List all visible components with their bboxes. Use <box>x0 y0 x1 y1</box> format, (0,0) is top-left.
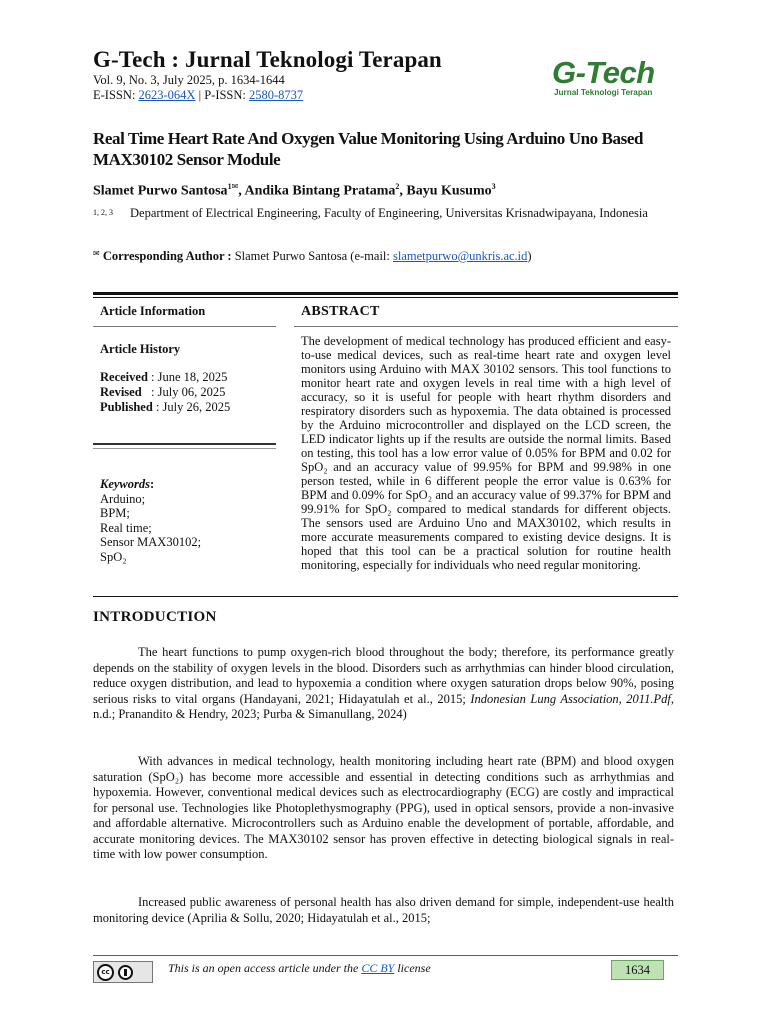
paragraph: Increased public awareness of personal health has also driven demand for simple, independent-use health monitoring device (Aprilia & Sollu, 2020; Hidayatulah et al., 2015; <box>93 895 674 925</box>
article-history <box>100 370 230 415</box>
author-2-sup: 2 <box>395 182 400 191</box>
envelope-icon: ✉ <box>93 249 100 258</box>
divider <box>93 292 678 295</box>
license-text: This is an open access article under the CC BY license <box>168 961 431 975</box>
received-row: Received : June 18, 2025 <box>100 370 228 384</box>
affiliation-numbers: 1, 2, 3 <box>93 208 113 217</box>
authors <box>93 182 496 200</box>
divider <box>93 596 678 597</box>
keyword-item: Arduino; <box>100 491 146 506</box>
footer-divider <box>93 955 678 956</box>
page-number: 1634 <box>611 960 664 980</box>
abstract-text: The development of medical technology has produced efficient and easy-to-use medical devices, such as real-time heart rate and oxygen level monitors using Arduino with MAX 30102 sensors. This tool functions to monitor heart rate and oxygen levels in real time with a high level of accuracy, so it is useful for people with heart rhythm disorders and respiratory disorders such as hypoxemia. The data obtained is processed by the Arduino microcontroller and displayed on the LCD screen, the LED indicator lights up if the results are outside the normal limits. Based on testing, this tool has a low error value of 0.05% for BPM and 0.02 for SpO₂ and an accuracy value of 99.95% for BPM and 99.98% in one person tested, while in 6 different people the error value is 0.63% for BPM and 0.09% for SpO₂ and an accuracy value of 99.37% for BPM and 99.91% for SpO₂ compared to medical standards for different objects. The sensors used are Arduino Uno and MAX30102, which results in more accurate measurements compared to existing device designs. It is hoped that this tool can be a practical solution for routine health monitoring, especially for individuals who need regular monitoring. <box>301 334 671 572</box>
journal-logo <box>552 57 676 97</box>
keywords: Keywords: Arduino; BPM; Real time; Sensor MAX30102; SpO₂ <box>100 477 202 564</box>
keyword-item: Sensor MAX30102; <box>100 535 202 550</box>
corresp-email-link[interactable]: slametpurwo@unkris.ac.id <box>393 249 528 263</box>
revised-row: Revised : July 06, 2025 <box>100 385 226 399</box>
author-3: , Bayu Kusumo <box>399 183 492 199</box>
author-3-sup: 3 <box>491 182 496 191</box>
author-1-sup: 1 <box>227 182 232 191</box>
logo-subtitle: Jurnal Teknologi Terapan <box>554 88 653 97</box>
divider <box>294 326 678 327</box>
eissn-link[interactable]: 2623-064X <box>138 88 196 102</box>
divider <box>93 326 276 327</box>
keyword-item: BPM; <box>100 506 130 521</box>
divider <box>93 443 276 445</box>
author-1: Slamet Purwo Santosa <box>93 183 228 199</box>
cc-by-link[interactable]: CC BY <box>361 961 395 975</box>
pissn-link[interactable]: 2580-8737 <box>249 88 304 102</box>
article-info-heading: Article Information <box>100 304 206 318</box>
article-title: Real Time Heart Rate And Oxygen Value Monitoring Using Arduino Uno Based MAX30102 Sensor Module <box>93 129 644 169</box>
by-person-icon <box>118 965 133 980</box>
divider <box>93 448 276 449</box>
journal-title: G-Tech : Jurnal Teknologi Terapan <box>93 47 442 72</box>
corresp-label: Corresponding Author : <box>102 249 235 263</box>
eissn-label: E-ISSN: <box>93 88 139 102</box>
logo-text: G-Tech <box>552 55 655 90</box>
paragraph: The heart functions to pump oxygen-rich blood throughout the body; therefore, its performance greatly depends on the stability of oxygen levels in the blood. Disorders such as arrhythmias can hinder blood circulation, reduce oxygen distribution, and lead to hypoxemia a condition where oxygen saturation drops below 90%, posing serious risks to vital organs (Handayani, 2021; Hidayatulah et al., 2015; Indonesian Lung Association, 2011.Pdf, n.d.; Pranandito & Hendry, 2023; Purba & Simanullang, 2024) <box>93 645 674 721</box>
article-history-title: Article History <box>100 342 181 356</box>
divider <box>93 297 678 298</box>
keyword-item: Real time; <box>100 520 152 535</box>
volume-line: Vol. 9, No. 3, July 2025, p. 1634-1644 <box>93 73 285 87</box>
corresp-close: ) <box>527 249 532 263</box>
affiliation: Department of Electrical Engineering, Faculty of Engineering, Universitas Krisnadwipayana, Indonesia <box>130 206 648 220</box>
keyword-item: SpO₂ <box>100 549 127 564</box>
issn-line <box>93 88 303 103</box>
cc-icon: cc <box>97 964 114 981</box>
author-2: , Andika Bintang Pratama <box>238 183 396 199</box>
published-row: Published : July 26, 2025 <box>100 400 231 414</box>
cc-by-badge[interactable] <box>93 961 153 983</box>
introduction-heading: INTRODUCTION <box>93 609 217 625</box>
corresp-text: Slamet Purwo Santosa (e-mail: <box>234 249 393 263</box>
envelope-icon: ✉ <box>231 182 239 191</box>
keywords-title: Keywords <box>100 477 150 491</box>
issn-separator: | P-ISSN: <box>195 88 250 102</box>
journal-meta <box>93 73 303 103</box>
abstract-heading: ABSTRACT <box>301 304 380 319</box>
paragraph: With advances in medical technology, health monitoring including heart rate (BPM) and blood oxygen saturation (SpO₂) has become more accessible and essential in detecting conditions such as arrhythmias and hypoxemia. However, conventional medical devices such as electrocardiography (ECG) are costly and impractical for personal use. Technologies like Photoplethysmography (PPG), used in optical sensors, provide a non-invasive and affordable alternative. Microcontrollers such as Arduino enable the development of portable, affordable, and accurate monitoring devices. The MAX30102 sensor has proven effective in detecting biological signals in real-time with low power consumption. <box>93 754 674 861</box>
corresponding-author <box>93 249 532 264</box>
